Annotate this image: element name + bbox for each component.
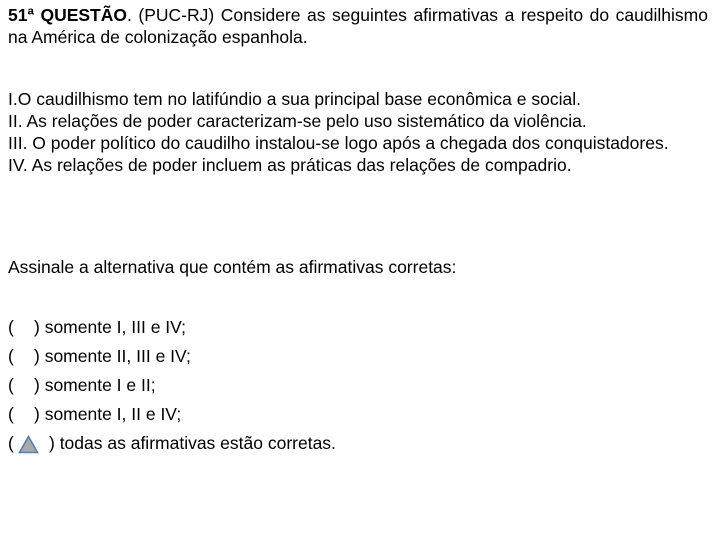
option-open-paren: ( (8, 404, 14, 424)
option-open-paren: ( (8, 346, 14, 366)
statements-list (8, 88, 708, 176)
triangle-icon (18, 435, 39, 454)
option-2[interactable] (8, 342, 708, 371)
option-label: ) todas as afirmativas estão corretas. (49, 433, 336, 453)
question-text: . (PUC-RJ) Considere as seguintes afirmativas a respeito do caudilhismo na América de colonização espanhola. (8, 5, 708, 47)
statement-1: I.O caudilhismo tem no latifúndio a sua principal base econômica e social. (8, 89, 581, 109)
option-3[interactable] (8, 371, 708, 400)
question-number: 51ª QUESTÃO (8, 5, 127, 25)
option-label: ) somente II, III e IV; (34, 346, 191, 366)
option-1[interactable] (8, 313, 708, 342)
option-5[interactable] (8, 429, 708, 458)
options-list (8, 313, 708, 458)
option-label: ) somente I, II e IV; (34, 404, 182, 424)
statement-2: II. As relações de poder caracterizam-se pelo uso sistemático da violência. (8, 111, 587, 131)
option-open-paren: ( (8, 317, 14, 337)
option-open-paren: ( (8, 433, 14, 453)
option-open-paren: ( (8, 375, 14, 395)
option-label: ) somente I e II; (34, 375, 156, 395)
option-4[interactable] (8, 400, 708, 429)
option-label: ) somente I, III e IV; (34, 317, 187, 337)
question-heading (8, 4, 708, 48)
answer-prompt: Assinale a alternativa que contém as afirmativas corretas: (8, 257, 457, 277)
statement-3: III. O poder político do caudilho instalou-se logo após a chegada dos conquistadores. (8, 133, 669, 153)
statement-4: IV. As relações de poder incluem as práticas das relações de compadrio. (8, 155, 572, 175)
